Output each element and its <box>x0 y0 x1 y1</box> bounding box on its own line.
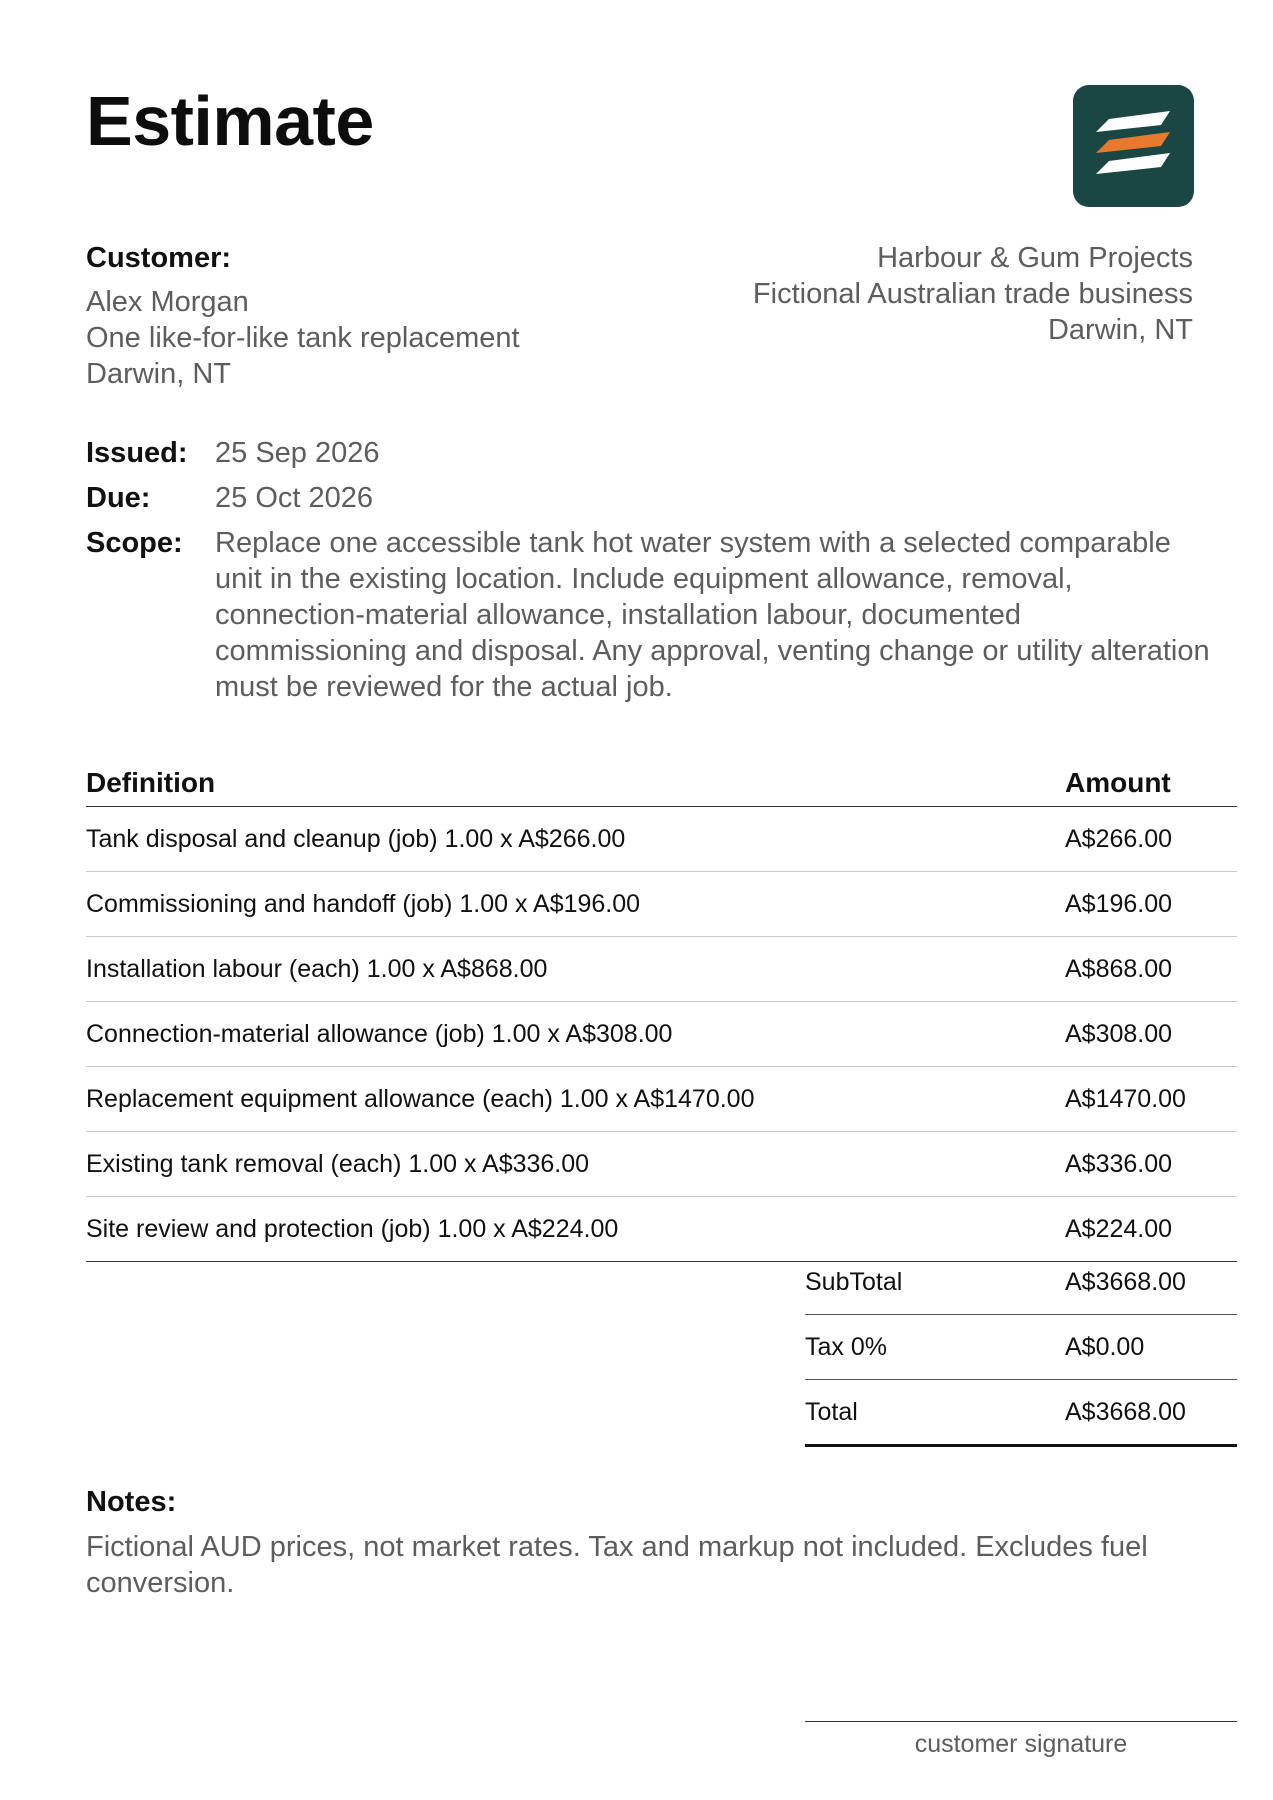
business-tagline: Fictional Australian trade business <box>752 278 1193 310</box>
company-logo-icon <box>1073 85 1194 207</box>
business-location: Darwin, NT <box>1047 314 1193 346</box>
subtotal-label: SubTotal <box>805 1267 903 1296</box>
customer-heading: Customer: <box>86 242 232 274</box>
customer-signature-line[interactable]: customer signature <box>805 1721 1237 1759</box>
business-block <box>753 240 1193 348</box>
table-header <box>86 760 1237 807</box>
item-definition: Commissioning and handoff (job) 1.00 x A$196.00 <box>86 889 641 918</box>
table-row <box>86 937 1237 1002</box>
due-row <box>86 480 1216 516</box>
total-label: Total <box>805 1397 858 1426</box>
table-row <box>86 807 1237 872</box>
notes-heading: Notes: <box>86 1486 177 1518</box>
document-title: Estimate <box>86 82 374 160</box>
totals-block <box>805 1250 1237 1447</box>
item-amount: A$196.00 <box>1065 889 1173 918</box>
scope-row <box>86 525 1216 705</box>
item-amount: A$224.00 <box>1065 1214 1173 1243</box>
item-amount: A$308.00 <box>1065 1019 1173 1048</box>
item-definition: Installation labour (each) 1.00 x A$868.00 <box>86 954 548 983</box>
amount-header: Amount <box>1065 767 1171 798</box>
estimate-meta <box>86 435 1216 714</box>
total-row <box>805 1380 1237 1447</box>
issued-row <box>86 435 1216 471</box>
due-value: 25 Oct 2026 <box>215 482 373 514</box>
customer-name: Alex Morgan <box>86 286 249 318</box>
definition-header: Definition <box>86 767 216 798</box>
issued-value: 25 Sep 2026 <box>215 437 380 469</box>
item-definition: Tank disposal and cleanup (job) 1.00 x A$266.00 <box>86 824 626 853</box>
item-definition: Site review and protection (job) 1.00 x A$224.00 <box>86 1214 619 1243</box>
subtotal-value: A$3668.00 <box>1065 1267 1186 1296</box>
tax-value: A$0.00 <box>1065 1332 1145 1361</box>
tax-label: Tax 0% <box>805 1332 887 1361</box>
business-name: Harbour & Gum Projects <box>877 242 1193 274</box>
item-definition: Existing tank removal (each) 1.00 x A$336.00 <box>86 1149 590 1178</box>
total-value: A$3668.00 <box>1065 1397 1186 1426</box>
notes-section <box>86 1486 1236 1601</box>
notes-text: Fictional AUD prices, not market rates. Tax and markup not included. Excludes fuel conversion. <box>86 1531 1148 1599</box>
item-amount: A$266.00 <box>1065 824 1173 853</box>
tax-row <box>805 1315 1237 1380</box>
due-label: Due: <box>86 482 151 514</box>
customer-block <box>86 240 520 392</box>
item-definition: Replacement equipment allowance (each) 1.00 x A$1470.00 <box>86 1084 755 1113</box>
issued-label: Issued: <box>86 437 188 469</box>
item-definition: Connection-material allowance (job) 1.00 x A$308.00 <box>86 1019 673 1048</box>
table-row <box>86 1067 1237 1132</box>
customer-location: Darwin, NT <box>86 358 232 390</box>
item-amount: A$868.00 <box>1065 954 1173 983</box>
subtotal-row <box>805 1250 1237 1315</box>
table-row <box>86 1132 1237 1197</box>
item-amount: A$1470.00 <box>1065 1084 1186 1113</box>
item-amount: A$336.00 <box>1065 1149 1173 1178</box>
customer-description: One like-for-like tank replacement <box>86 322 520 354</box>
line-items-table <box>86 760 1237 1262</box>
scope-label: Scope: <box>86 527 183 559</box>
scope-value: Replace one accessible tank hot water system with a selected comparable unit in the existing location. Include equipment allowance, removal, connection-material allowance, installation labour, documented commissioning and disposal. Any approval, venting change or utility alteration must be reviewed for the actual job. <box>215 527 1210 703</box>
table-row <box>86 872 1237 937</box>
table-row <box>86 1002 1237 1067</box>
